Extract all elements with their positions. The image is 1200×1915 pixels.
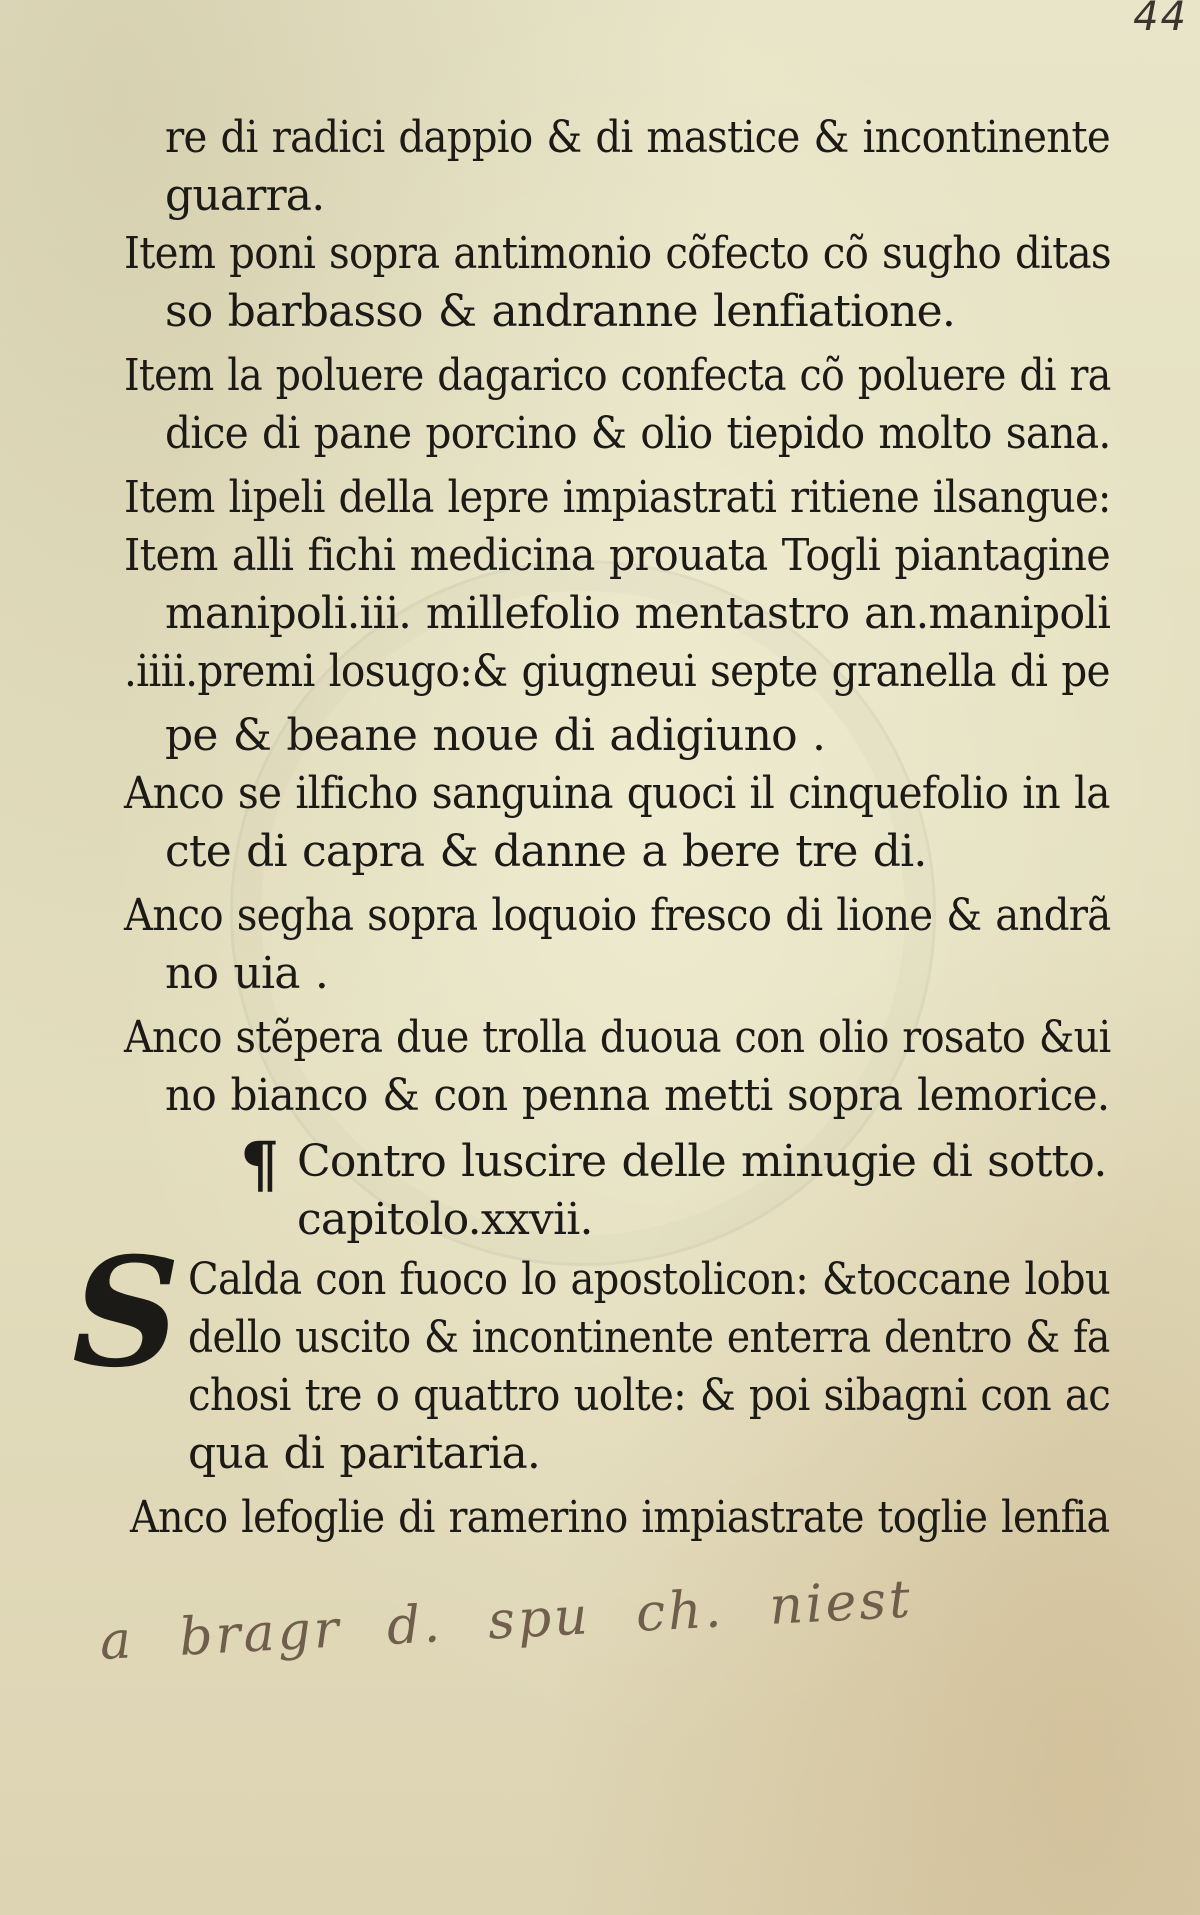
text-line: Calda con fuoco lo apostolicon: &toccane lobu	[188, 1254, 1110, 1305]
chapter-number: capitolo.xxvii.	[297, 1194, 593, 1245]
decorated-initial: S	[72, 1225, 181, 1401]
text-line: Anco se ilficho sanguina quoci il cinquefolio in la	[124, 768, 1110, 819]
paragraph-mark: ¶	[240, 1128, 280, 1201]
text-line: no bianco & con penna metti sopra lemorice.	[165, 1070, 1110, 1121]
text-line: Item alli fichi medicina prouata Togli piantagine	[124, 530, 1111, 581]
text-line: Item lipeli della lepre impiastrati ritiene ilsangue:	[124, 472, 1111, 523]
text-line: Anco stẽpera due trolla duoua con olio rosato &ui	[124, 1012, 1111, 1063]
text-line: qua di paritaria.	[188, 1428, 541, 1479]
text-line: manipoli.iii. millefolio mentastro an.manipoli	[165, 588, 1111, 639]
text-line: dice di pane porcino & olio tiepido molto sana.	[165, 408, 1111, 459]
text-line: re di radici dappio & di mastice & incontinente	[165, 112, 1110, 163]
folio-number: 44	[1133, 0, 1188, 40]
text-line: guarra.	[165, 170, 325, 221]
handwritten-marginalia: a bragr d. spu ch. niest	[98, 1569, 915, 1672]
chapter-title: Contro luscire delle minugie di sotto.	[297, 1136, 1107, 1187]
text-line: cte di capra & danne a bere tre di.	[165, 826, 927, 877]
text-line: so barbasso & andranne lenfiatione.	[165, 286, 956, 337]
text-line: Anco segha sopra loquoio fresco di lione & andrã	[124, 890, 1111, 941]
text-line: pe & beane noue di adigiuno .	[165, 710, 826, 761]
text-line: chosi tre o quattro uolte: & poi sibagni con ac	[188, 1370, 1111, 1421]
text-line: Anco lefoglie di ramerino impiastrate toglie lenfia	[130, 1492, 1110, 1543]
text-line: Item poni sopra antimonio cõfecto cõ sugho ditas	[124, 228, 1111, 279]
text-line: dello uscito & incontinente enterra dentro & fa	[188, 1312, 1110, 1363]
text-line: Item la poluere dagarico confecta cõ poluere di ra	[124, 350, 1111, 401]
text-line: no uia .	[165, 948, 329, 999]
text-line: .iiii.premi losugo:& giugneui septe granella di pe	[124, 646, 1110, 697]
